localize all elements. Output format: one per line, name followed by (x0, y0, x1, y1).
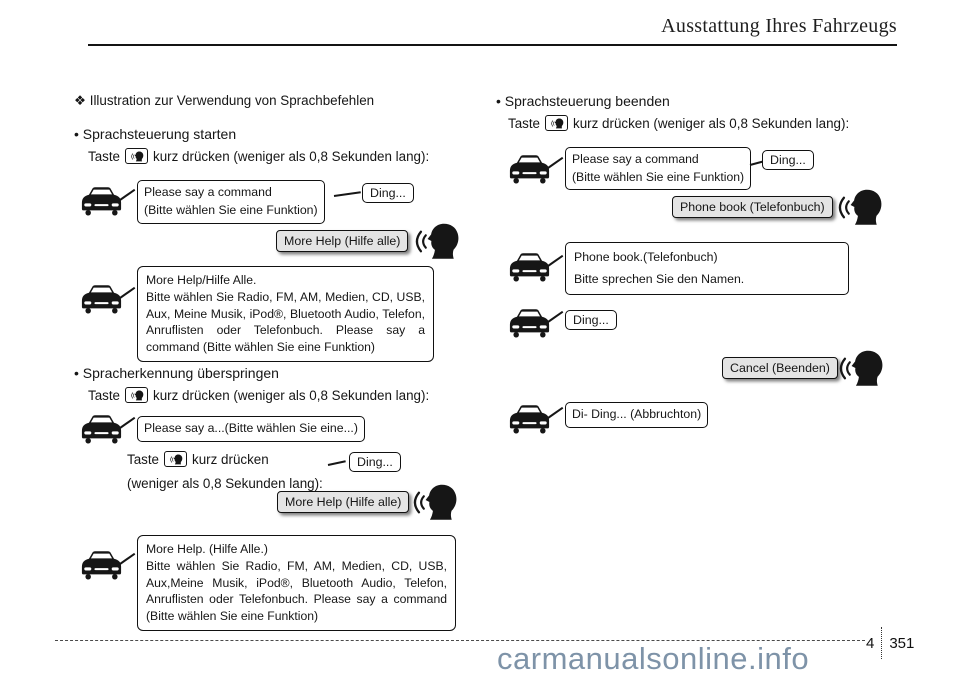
speaking-person-icon (409, 483, 459, 522)
voice-button-icon (164, 451, 187, 467)
user-command-box: More Help (Hilfe alle) (276, 230, 408, 252)
prompt-line: Please say a command (572, 152, 699, 166)
instruction-skip-2 (127, 451, 269, 467)
chapter-number: 4 (866, 634, 875, 652)
prompt-line: (Bitte wählen Sie eine Funktion) (572, 169, 745, 184)
car-icon (506, 404, 553, 434)
callout-line (750, 161, 763, 166)
car-icon (78, 284, 125, 314)
ding-box: Ding... (762, 150, 814, 170)
ding-box: Ding... (349, 452, 401, 472)
short-press-label: kurz drücken (192, 451, 269, 467)
speaking-person-icon (835, 349, 885, 388)
taste-label: Taste (88, 148, 121, 164)
instruction-end (508, 115, 849, 131)
heading-start-voice: • Sprachsteuerung starten (74, 126, 237, 142)
ding-box: Ding... (565, 310, 617, 330)
prompt-line: Di- Ding... (Abbruchton) (572, 407, 702, 421)
taste-label: Taste (508, 115, 541, 131)
footer-dashed-rule (55, 640, 865, 641)
page-number (866, 627, 914, 659)
car-icon (78, 550, 125, 580)
system-help-box (137, 535, 456, 631)
page-number-value: 351 (889, 634, 915, 652)
prompt-line: Phone book.(Telefonbuch) (574, 250, 718, 264)
callout-line (334, 191, 361, 197)
car-icon (506, 308, 553, 338)
speaking-person-icon (411, 222, 461, 261)
voice-button-icon (125, 387, 148, 403)
page-number-divider (881, 627, 882, 659)
prompt-line: Please say a command (144, 185, 272, 199)
illustration-note: ❖ Illustration zur Verwendung von Sprachbefehlen (74, 93, 375, 108)
system-prompt-box (137, 180, 325, 224)
instruction-start (88, 148, 429, 164)
heading-end-voice: • Sprachsteuerung beenden (496, 93, 670, 109)
system-prompt-box (565, 147, 751, 190)
help-body: Bitte wählen Sie Radio, FM, AM, Medien, CD, USB, Aux, Meine Musik, iPod®, Bluetooth Audio, Telefon, Anruflisten oder Telefonbuch. Please say a command (Bitte wählen Sie eine Funktion) (146, 289, 425, 355)
speaking-person-icon (834, 188, 884, 227)
car-icon (78, 186, 125, 216)
voice-button-icon (545, 115, 568, 131)
system-prompt-box (565, 242, 849, 295)
system-help-box (137, 266, 434, 362)
instruction-skip (88, 387, 429, 403)
heading-skip-recognition: • Spracherkennung überspringen (74, 365, 279, 381)
user-command-box: Cancel (Beenden) (722, 357, 838, 379)
help-body: Bitte wählen Sie Radio, FM, AM, Medien, CD, USB, Aux,Meine Musik, iPod®, Bluetooth Audio, Telefon, Anruflisten oder Telefonbuch. Please say a command (Bitte wählen Sie eine Funktion) (146, 558, 447, 624)
short-press-label: kurz drücken (weniger als 0,8 Sekunden lang): (153, 148, 430, 164)
user-command-box: Phone book (Telefonbuch) (672, 196, 833, 218)
system-prompt-box (565, 402, 708, 428)
prompt-line: (Bitte wählen Sie eine Funktion) (144, 202, 318, 217)
callout-line (328, 460, 346, 466)
car-icon (506, 252, 553, 282)
car-icon (506, 154, 553, 184)
short-press-label: kurz drücken (weniger als 0,8 Sekunden lang): (153, 387, 430, 403)
car-icon (78, 414, 125, 444)
help-title: More Help. (Hilfe Alle.) (146, 542, 268, 556)
header-rule (88, 44, 897, 46)
short-press-label: kurz drücken (weniger als 0,8 Sekunden lang): (573, 115, 850, 131)
watermark: carmanualsonline.info (497, 641, 810, 676)
short-press-label-2: (weniger als 0,8 Sekunden lang): (127, 476, 323, 491)
system-prompt-box (137, 416, 365, 442)
user-command-box: More Help (Hilfe alle) (277, 491, 409, 513)
page-title: Ausstattung Ihres Fahrzeugs (661, 15, 897, 37)
taste-label: Taste (88, 387, 121, 403)
ding-box: Ding... (362, 183, 414, 203)
voice-button-icon (125, 148, 148, 164)
taste-label: Taste (127, 451, 160, 467)
prompt-line: Bitte sprechen Sie den Namen. (574, 271, 745, 286)
help-title: More Help/Hilfe Alle. (146, 273, 257, 287)
prompt-line: Please say a...(Bitte wählen Sie eine...) (144, 421, 358, 435)
